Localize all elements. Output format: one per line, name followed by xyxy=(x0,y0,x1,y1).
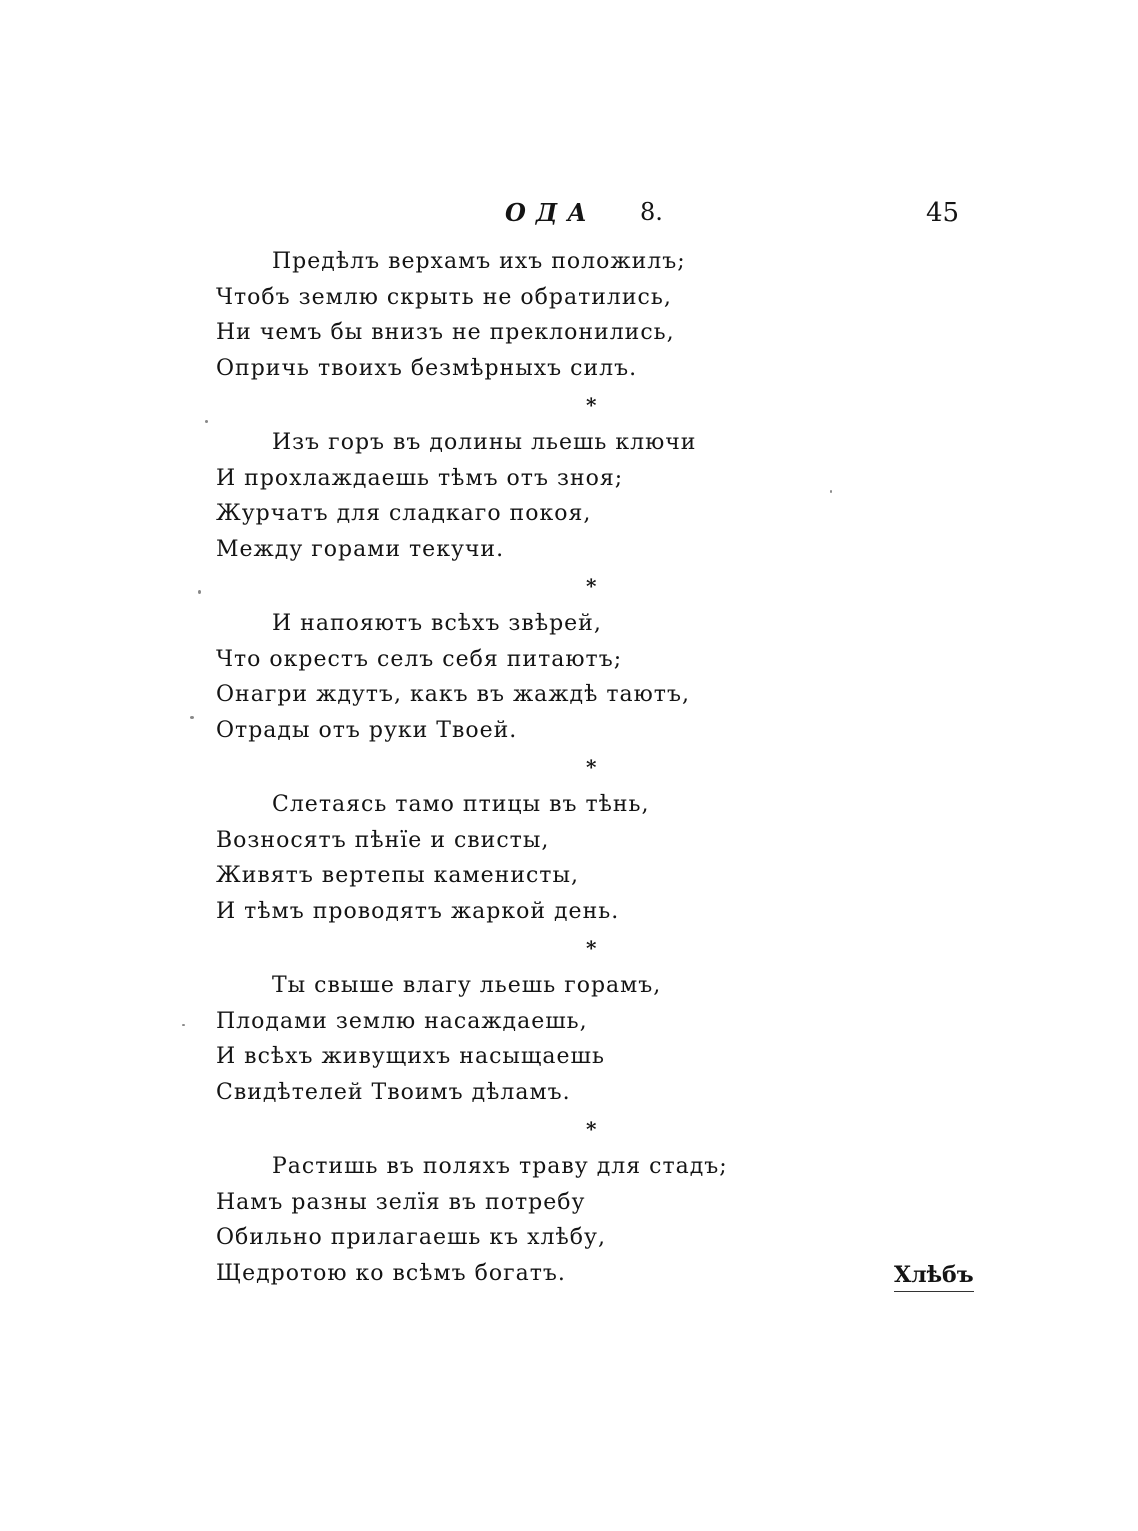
stanza-line: Отрады отъ руки Твоей. xyxy=(216,717,518,743)
stanza-line: Щедротою ко всѣмъ богатъ. xyxy=(216,1260,566,1286)
stanza-line: Между горами текучи. xyxy=(216,536,505,562)
stanza-line: Свидѣтелей Твоимъ дѣламъ. xyxy=(216,1079,571,1105)
stanza-2 xyxy=(216,425,816,606)
paper-speck xyxy=(830,490,832,493)
stanza-line: Изъ горъ въ долины льешь ключи xyxy=(272,430,697,455)
ode-number: 8. xyxy=(640,198,663,226)
stanza-line: И напояютъ всѣхъ звѣрей, xyxy=(272,611,602,636)
stanza-separator: * xyxy=(586,574,597,598)
stanza-line: Плодами землю насаждаешь, xyxy=(216,1008,588,1034)
stanza-line: Растишь въ поляхъ траву для стадъ; xyxy=(272,1154,728,1179)
paper-speck xyxy=(182,1024,185,1026)
stanza-line: И всѣхъ живущихъ насыщаешь xyxy=(216,1044,605,1069)
stanza-separator: * xyxy=(586,936,597,960)
running-title: ОДА xyxy=(505,198,597,227)
stanza-line: И прохлаждаешь тѣмъ отъ зноя; xyxy=(216,465,624,491)
stanza-line: Опричь твоихъ безмѣрныхъ силъ. xyxy=(216,355,638,381)
stanza-1 xyxy=(216,244,816,425)
paper-speck xyxy=(190,716,194,719)
stanza-line: Намъ разны зелїя въ потребу xyxy=(216,1189,586,1215)
stanza-3 xyxy=(216,606,816,787)
paper-speck xyxy=(198,590,201,594)
stanza-line: Что окрестъ селъ себя питаютъ; xyxy=(216,646,623,672)
poem-body xyxy=(216,244,816,1291)
stanza-line: Чтобъ землю скрыть не обратились, xyxy=(216,284,672,310)
stanza-line: Предѣлъ верхамъ ихъ положилъ; xyxy=(272,249,686,274)
stanza-separator: * xyxy=(586,1117,597,1141)
stanza-line: И тѣмъ проводятъ жаркой день. xyxy=(216,898,620,924)
stanza-separator: * xyxy=(586,755,597,779)
stanza-line: Обильно прилагаешь къ хлѣбу, xyxy=(216,1225,606,1250)
stanza-6 xyxy=(216,1149,816,1291)
stanza-separator: * xyxy=(586,393,597,417)
page-header xyxy=(0,198,1138,238)
stanza-line: Журчатъ для сладкаго покоя, xyxy=(216,501,592,526)
stanza-5 xyxy=(216,968,816,1149)
page-number: 45 xyxy=(926,198,960,228)
stanza-line: Ни чемъ бы внизъ не преклонились, xyxy=(216,320,675,345)
stanza-line: Онагри ждутъ, какъ въ жаждѣ таютъ, xyxy=(216,682,690,707)
stanza-line: Слетаясь тамо птицы въ тѣнь, xyxy=(272,792,650,817)
stanza-4 xyxy=(216,787,816,968)
catchword: Хлѣбъ xyxy=(894,1262,974,1292)
stanza-line: Живятъ вертепы каменисты, xyxy=(216,863,579,888)
paper-speck xyxy=(205,420,208,423)
stanza-line: Возносятъ пѣнїе и свисты, xyxy=(216,827,550,853)
stanza-line: Ты свыше влагу льешь горамъ, xyxy=(272,973,662,998)
